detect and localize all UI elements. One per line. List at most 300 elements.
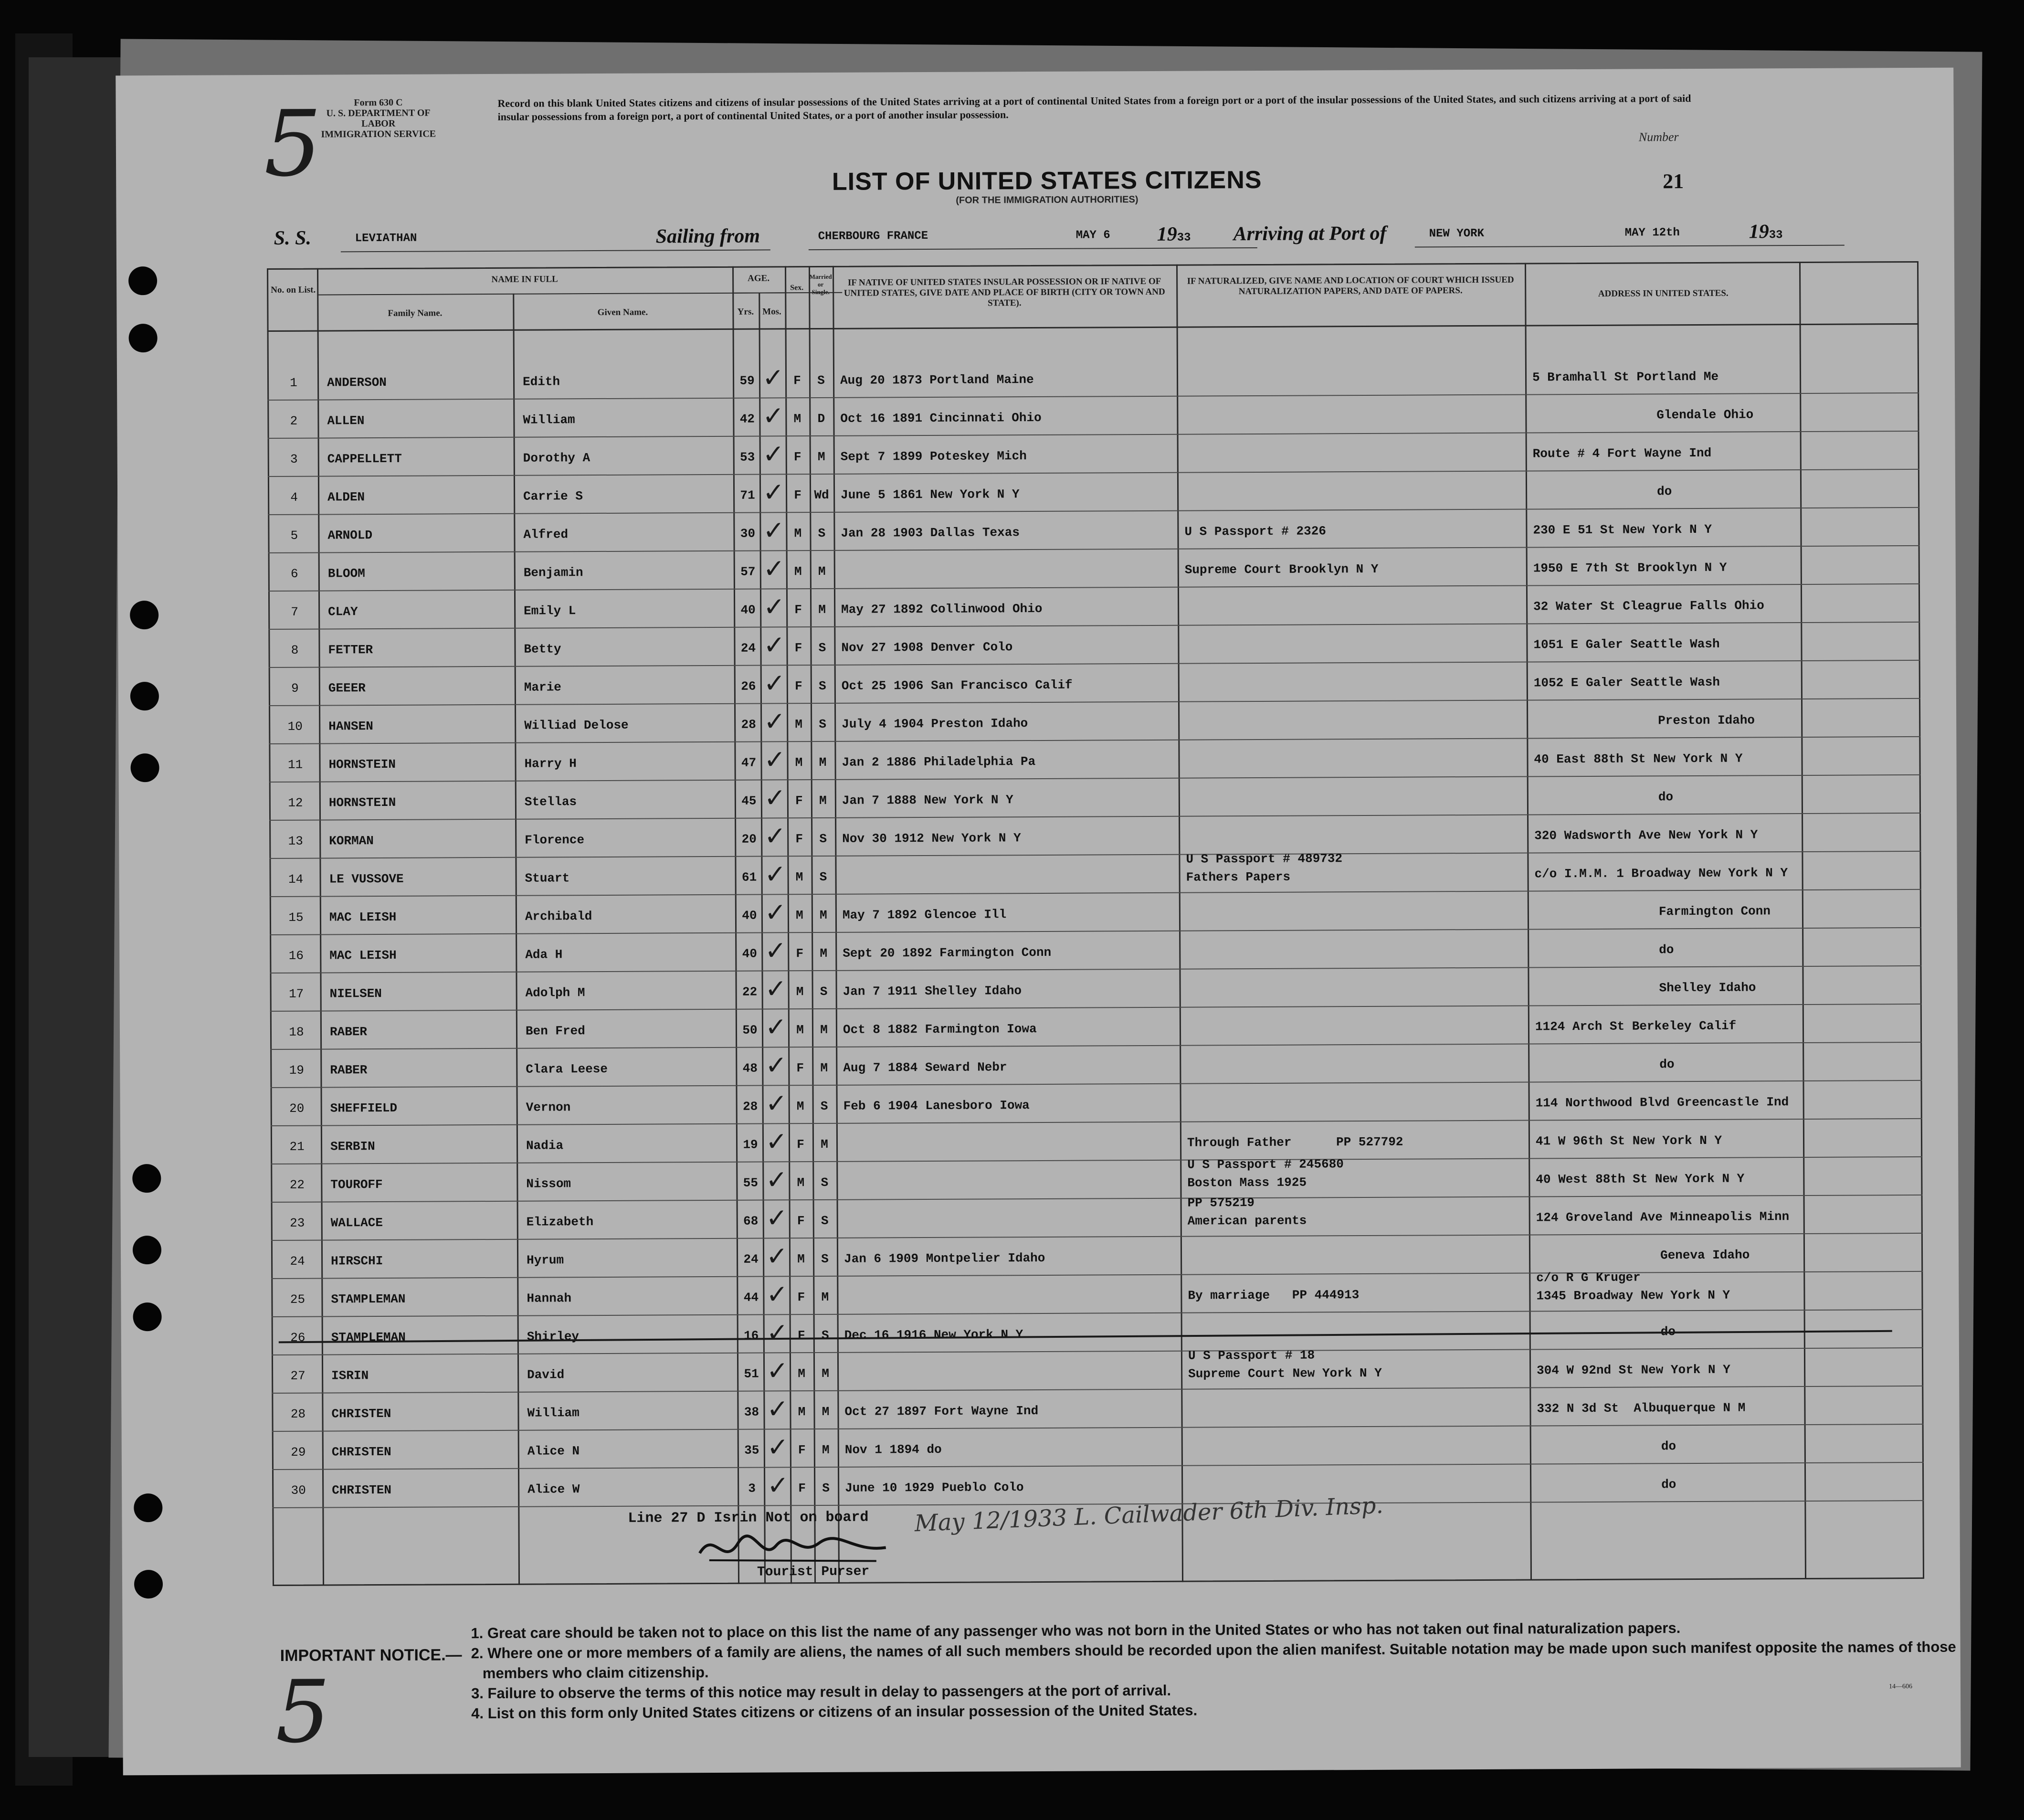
row-number: 28 xyxy=(290,1407,306,1421)
us-address: Shelley Idaho xyxy=(1659,980,1756,995)
check-mark: ✓ xyxy=(763,592,785,622)
sail-year-prefix: 19 xyxy=(1157,223,1177,245)
age-years: 68 xyxy=(743,1214,759,1228)
check-mark: ✓ xyxy=(762,477,785,508)
check-mark: ✓ xyxy=(765,973,787,1004)
birth-date-place: Feb 6 1904 Lanesboro Iowa xyxy=(843,1098,1030,1113)
check-mark: ✓ xyxy=(764,897,787,928)
given-name: Adolph M xyxy=(525,985,585,1000)
row-number: 19 xyxy=(289,1063,305,1078)
col-header-sex: Sex. xyxy=(790,284,804,292)
us-address: 40 West 88th St New York N Y xyxy=(1536,1171,1745,1187)
page-subtitle: (FOR THE IMMIGRATION AUTHORITIES) xyxy=(956,194,1138,206)
given-name: William xyxy=(527,1406,580,1420)
row-number: 13 xyxy=(288,834,303,848)
family-name: FETTER xyxy=(328,643,373,657)
marital-status: Wd xyxy=(814,487,829,503)
family-name: GEEER xyxy=(328,681,366,696)
given-name: Alfred xyxy=(523,527,569,542)
check-mark: ✓ xyxy=(767,1432,789,1462)
check-mark: ✓ xyxy=(766,1355,789,1386)
number-label: Number xyxy=(1638,130,1679,144)
col-header-birth: IF NATIVE OF UNITED STATES INSULAR POSSESSION OR IF NATIVE OF UNITED STATES, GIVE DATE AND PLACE OF BIRTH (CITY OR TOWN AND STATE). xyxy=(843,276,1165,308)
check-mark: ✓ xyxy=(764,744,786,775)
age-years: 20 xyxy=(741,832,757,847)
us-address: 1124 Arch St Berkeley Calif xyxy=(1535,1018,1737,1034)
manifest-sheet xyxy=(116,68,1961,1776)
department: U. S. DEPARTMENT OF LABOR xyxy=(326,107,431,129)
naturalization-info: By marriage PP 444913 xyxy=(1188,1288,1360,1303)
age-years: 50 xyxy=(742,1023,758,1037)
family-name: NIELSEN xyxy=(329,986,382,1001)
given-name: Hannah xyxy=(527,1291,572,1306)
us-address: 124 Groveland Ave Minneapolis Minn xyxy=(1536,1209,1790,1225)
marital-status: S xyxy=(819,717,827,732)
age-years: 26 xyxy=(741,679,756,694)
row-number: 12 xyxy=(288,795,303,810)
marital-status: D xyxy=(817,411,825,426)
family-name: ARNOLD xyxy=(327,528,373,543)
check-mark: ✓ xyxy=(762,401,784,431)
check-mark: ✓ xyxy=(764,821,786,851)
sex: F xyxy=(794,641,802,656)
col-header-name: NAME IN FULL xyxy=(491,274,558,285)
arrive-year-prefix: 19 xyxy=(1749,221,1769,243)
marital-status: S xyxy=(821,1213,829,1228)
given-name: Vernon xyxy=(526,1100,571,1115)
family-name: WALLACE xyxy=(330,1215,383,1230)
age-years: 59 xyxy=(739,373,755,388)
sex: F xyxy=(797,1328,805,1343)
given-name: Carrie S xyxy=(523,489,583,504)
marital-status: M xyxy=(817,449,825,465)
marital-status: M xyxy=(822,1366,829,1381)
us-address: 1950 E 7th St Brooklyn N Y xyxy=(1533,560,1727,576)
given-name: Shirley xyxy=(527,1329,580,1344)
family-name: MAC LEISH xyxy=(329,948,397,963)
check-mark: ✓ xyxy=(764,859,786,889)
check-mark: ✓ xyxy=(767,1394,789,1424)
punch-hole xyxy=(130,753,159,782)
sex: M xyxy=(795,870,803,885)
naturalization-info: Supreme Court Brooklyn N Y xyxy=(1184,561,1379,577)
us-address: Route # 4 Fort Wayne Ind xyxy=(1532,445,1712,461)
port-underline xyxy=(1415,245,1845,248)
sex: F xyxy=(797,1214,805,1228)
punch-hole xyxy=(132,1164,161,1193)
check-mark: ✓ xyxy=(766,1317,789,1348)
sex: F xyxy=(794,488,801,503)
row-number: 8 xyxy=(291,643,299,657)
us-address: do xyxy=(1660,1324,1676,1339)
row-number: 25 xyxy=(290,1292,306,1307)
arrival-date: MAY 12th xyxy=(1624,226,1680,240)
row-number: 17 xyxy=(288,986,304,1001)
us-address: 304 W 92nd St New York N Y xyxy=(1537,1362,1730,1378)
marital-status: M xyxy=(819,793,827,808)
check-mark: ✓ xyxy=(765,935,787,966)
family-name: RABER xyxy=(329,1025,368,1039)
family-name: ALDEN xyxy=(327,490,365,505)
age-years: 53 xyxy=(740,450,755,465)
purser-label: Tourist Purser xyxy=(757,1564,870,1580)
age-years: 42 xyxy=(739,412,755,426)
family-name: KORMAN xyxy=(329,834,374,848)
sex: M xyxy=(797,1252,805,1267)
check-mark: ✓ xyxy=(765,1012,787,1042)
given-name: Alice W xyxy=(527,1482,580,1497)
sex: M xyxy=(796,984,804,999)
us-address: Farmington Conn xyxy=(1658,904,1771,919)
family-name: CAPPELLETT xyxy=(327,451,402,466)
us-address: 1051 E Galer Seattle Wash xyxy=(1533,636,1720,652)
given-name: Elizabeth xyxy=(526,1215,594,1229)
age-years: 48 xyxy=(742,1061,758,1076)
family-name: CHRISTEN xyxy=(331,1406,391,1421)
given-name: Stuart xyxy=(525,871,570,886)
marital-status: S xyxy=(817,373,825,388)
arrival-port: NEW YORK xyxy=(1429,227,1485,241)
marital-status: S xyxy=(818,640,826,656)
col-header-married: Married or Single. xyxy=(809,273,832,296)
family-name: MAC LEISH xyxy=(329,910,397,925)
birth-date-place: Aug 20 1873 Portland Maine xyxy=(840,372,1034,388)
sex: M xyxy=(796,1023,804,1037)
check-mark: ✓ xyxy=(763,553,785,584)
us-address: 40 East 88th St New York N Y xyxy=(1534,751,1743,767)
given-name: Stellas xyxy=(524,794,577,809)
age-years: 19 xyxy=(743,1137,758,1152)
given-name: Archibald xyxy=(525,909,592,924)
check-mark: ✓ xyxy=(766,1164,788,1195)
birth-date-place: Jan 28 1903 Dallas Texas xyxy=(841,525,1020,540)
check-mark: ✓ xyxy=(764,706,786,737)
row-number: 26 xyxy=(290,1330,306,1345)
naturalization-info: U S Passport # 18 Supreme Court New York N Y xyxy=(1188,1348,1382,1381)
us-address: 32 Water St Cleagrue Falls Ohio xyxy=(1533,598,1764,614)
row-number: 21 xyxy=(289,1139,305,1154)
family-name: ALLEN xyxy=(327,413,365,428)
birth-date-place: Aug 7 1884 Seward Nebr xyxy=(843,1060,1007,1075)
age-years: 40 xyxy=(740,603,756,617)
us-address: Geneva Idaho xyxy=(1660,1248,1750,1263)
marital-status: M xyxy=(821,1137,828,1152)
marital-status: S xyxy=(819,831,827,846)
sail-date: MAY 6 xyxy=(1075,229,1110,242)
sail-year: 33 xyxy=(1177,231,1191,244)
check-mark: ✓ xyxy=(763,515,785,546)
family-name: TOUROFF xyxy=(330,1177,383,1192)
age-years: 40 xyxy=(742,946,757,961)
given-name: Clara Leese xyxy=(526,1061,608,1077)
row-number: 20 xyxy=(289,1101,305,1116)
age-years: 30 xyxy=(740,526,756,541)
corner-mark-top: 5 xyxy=(264,91,322,197)
birth-date-place: Oct 8 1882 Farmington Iowa xyxy=(843,1022,1037,1037)
us-address: c/o R G Kruger 1345 Broadway New York N Y xyxy=(1536,1270,1730,1303)
punch-hole xyxy=(128,266,157,295)
given-name: Nadia xyxy=(526,1138,564,1153)
given-name: Dorothy A xyxy=(523,451,590,466)
given-name: Hyrum xyxy=(527,1253,564,1268)
family-name: CLAY xyxy=(328,604,358,619)
inspector-note: May 12/1933 L. Cailwader 6th Div. Insp. xyxy=(914,1492,1384,1537)
us-address: 41 W 96th St New York N Y xyxy=(1535,1133,1722,1149)
given-name: Florence xyxy=(525,833,585,847)
sex: F xyxy=(796,1061,804,1076)
sex: M xyxy=(798,1366,805,1381)
marital-status: S xyxy=(821,1175,829,1190)
sex: F xyxy=(795,832,803,847)
family-name: SERBIN xyxy=(330,1139,375,1154)
given-name: Edith xyxy=(522,374,560,389)
age-years: 45 xyxy=(741,794,757,808)
age-years: 61 xyxy=(741,870,757,885)
marital-status: M xyxy=(822,1442,830,1457)
birth-date-place: Jan 2 1886 Philadelphia Pa xyxy=(842,754,1036,770)
punch-hole xyxy=(130,601,158,629)
age-years: 16 xyxy=(744,1328,759,1343)
check-mark: ✓ xyxy=(763,668,786,698)
birth-date-place: Nov 30 1912 New York N Y xyxy=(842,831,1021,846)
age-years: 71 xyxy=(740,488,755,503)
given-name: Nissom xyxy=(526,1176,571,1191)
marital-status: S xyxy=(821,1251,829,1266)
col-header-mos: Mos. xyxy=(762,307,781,317)
sex: M xyxy=(794,526,802,541)
given-name: Betty xyxy=(524,642,561,656)
birth-date-place: June 5 1861 New York N Y xyxy=(841,487,1020,502)
sex: F xyxy=(793,450,801,465)
punch-hole xyxy=(134,1493,162,1522)
sex: F xyxy=(797,1290,805,1305)
ss-label: S. S. xyxy=(274,227,312,249)
row-number: 23 xyxy=(290,1216,305,1230)
birth-date-place: Nov 1 1894 do xyxy=(844,1442,942,1457)
naturalization-info: Through Father PP 527792 xyxy=(1187,1134,1403,1150)
age-years: 22 xyxy=(742,984,758,999)
check-mark: ✓ xyxy=(763,630,785,660)
age-years: 38 xyxy=(744,1405,759,1419)
age-years: 57 xyxy=(740,564,756,579)
age-years: 40 xyxy=(742,908,757,923)
birth-date-place: Oct 16 1891 Cincinnati Ohio xyxy=(840,410,1042,426)
number-value: 21 xyxy=(1663,169,1684,193)
sex: M xyxy=(795,717,803,732)
birth-date-place: Jan 6 1909 Montpelier Idaho xyxy=(844,1250,1045,1266)
birth-date-place: May 27 1892 Collinwood Ohio xyxy=(841,601,1043,617)
birth-date-place: Oct 27 1897 Fort Wayne Ind xyxy=(844,1404,1039,1419)
col-header-yrs: Yrs. xyxy=(737,307,754,317)
birth-date-place: Jan 7 1888 New York N Y xyxy=(842,793,1013,808)
us-address: do xyxy=(1659,942,1674,957)
age-years: 28 xyxy=(743,1099,758,1114)
us-address: do xyxy=(1661,1477,1676,1492)
sex: M xyxy=(793,412,801,426)
punch-hole xyxy=(134,1570,163,1598)
family-name: RABER xyxy=(330,1063,368,1078)
birth-date-place: June 10 1929 Pueblo Colo xyxy=(845,1480,1024,1495)
marital-status: S xyxy=(820,1099,828,1113)
marital-status: S xyxy=(818,678,826,694)
marital-status: S xyxy=(818,526,826,541)
age-years: 28 xyxy=(741,717,756,732)
age-years: 44 xyxy=(743,1290,759,1305)
family-name: HORNSTEIN xyxy=(328,795,396,810)
row-number: 10 xyxy=(287,719,303,734)
birth-date-place: Dec 16 1916 New York N Y xyxy=(844,1327,1023,1343)
sex: F xyxy=(794,679,802,694)
row-number: 7 xyxy=(291,604,299,619)
row-number: 14 xyxy=(288,872,304,887)
us-address: do xyxy=(1658,790,1674,804)
col-header-family: Family Name. xyxy=(388,308,443,318)
from-underline xyxy=(809,247,1257,250)
given-name: David xyxy=(527,1367,565,1382)
sex: M xyxy=(795,755,803,770)
row-number: 18 xyxy=(289,1025,304,1039)
row-number: 29 xyxy=(291,1445,306,1460)
us-address: do xyxy=(1657,484,1672,499)
punch-hole xyxy=(133,1236,161,1264)
naturalization-info: U S Passport # 245680 Boston Mass 1925 xyxy=(1187,1157,1344,1190)
sex: F xyxy=(797,1137,804,1152)
sex: F xyxy=(798,1443,806,1458)
check-mark: ✓ xyxy=(765,1126,788,1157)
marital-status: M xyxy=(821,1290,829,1304)
notice-label: IMPORTANT NOTICE.— xyxy=(280,1646,462,1665)
row-number: 30 xyxy=(291,1483,306,1498)
col-header-no: No. on List. xyxy=(271,285,316,296)
punch-hole xyxy=(133,1302,161,1331)
birth-date-place: Sept 20 1892 Farmington Conn xyxy=(843,945,1052,961)
form-number: Form 630 C xyxy=(354,97,403,108)
family-name: STAMPLEMAN xyxy=(331,1291,406,1307)
us-address: do xyxy=(1661,1439,1676,1454)
sailing-from: CHERBOURG FRANCE xyxy=(818,229,928,243)
previous-page-edge xyxy=(29,57,124,1757)
naturalization-info: U S Passport # 2326 xyxy=(1184,524,1326,539)
notice-item-4: 4. List on this form only United States citizens or citizens of an insular possession of the United States. xyxy=(471,1702,1198,1722)
given-name: Ben Fred xyxy=(525,1024,585,1038)
birth-date-place: Jan 7 1911 Shelley Idaho xyxy=(843,984,1022,999)
printer-mark: 14—606 xyxy=(1888,1683,1913,1691)
line27-note: Line 27 D Isrin Not on board xyxy=(628,1509,869,1527)
row-number: 4 xyxy=(290,490,298,505)
row-number: 27 xyxy=(290,1368,306,1383)
check-mark: ✓ xyxy=(766,1279,788,1310)
row-number: 3 xyxy=(290,452,298,466)
marital-status: M xyxy=(820,1022,828,1037)
service: IMMIGRATION SERVICE xyxy=(321,128,436,140)
given-name: Alice N xyxy=(527,1444,580,1459)
us-address: 5 Bramhall St Portland Me xyxy=(1532,369,1719,385)
row-number: 2 xyxy=(290,413,298,428)
row-number: 6 xyxy=(290,566,298,581)
check-mark: ✓ xyxy=(762,362,784,393)
notice-item-2: 2. Where one or more members of a family are aliens, the names of all such members should be recorded upon the alien manifest. Suitable notation may be made upon such manifest opposite the names of those members who claim citizenship. xyxy=(471,1638,1956,1682)
check-mark: ✓ xyxy=(766,1203,788,1233)
col-header-naturalized: IF NATURALIZED, GIVE NAME AND LOCATION OF COURT WHICH ISSUED NATURALIZATION PAPERS, AND DATE OF PAPERS. xyxy=(1187,275,1514,297)
marital-status: M xyxy=(820,1060,828,1075)
sex: M xyxy=(797,1175,805,1190)
given-name: Williad Delose xyxy=(524,718,629,733)
family-name: CHRISTEN xyxy=(331,1444,391,1460)
marital-status: M xyxy=(820,946,828,961)
us-address: 320 Wadsworth Ave New York N Y xyxy=(1534,827,1758,843)
marital-status: M xyxy=(818,564,826,579)
age-years: 35 xyxy=(744,1443,759,1458)
row-number: 24 xyxy=(290,1254,305,1269)
marital-status: M xyxy=(822,1404,830,1419)
row-number: 22 xyxy=(289,1177,305,1192)
check-mark: ✓ xyxy=(766,1241,788,1271)
family-name: BLOOM xyxy=(327,566,365,581)
sailing-label: Sailing from xyxy=(655,225,760,248)
col-header-given: Given Name. xyxy=(597,307,648,318)
sex: M xyxy=(796,908,803,923)
age-years: 55 xyxy=(743,1175,759,1190)
marital-status: S xyxy=(820,984,828,999)
given-name: Marie xyxy=(524,680,561,695)
page-title: LIST OF UNITED STATES CITIZENS xyxy=(832,166,1262,196)
marital-status: M xyxy=(818,602,826,617)
birth-date-place: May 7 1892 Glencoe Ill xyxy=(842,907,1007,922)
check-mark: ✓ xyxy=(767,1470,789,1501)
marital-status: M xyxy=(819,755,827,770)
age-years: 47 xyxy=(741,755,757,770)
marital-status: S xyxy=(819,869,827,884)
age-years: 51 xyxy=(744,1366,759,1381)
col-header-address: ADDRESS IN UNITED STATES. xyxy=(1598,288,1729,299)
row-number: 11 xyxy=(287,757,303,772)
sex: M xyxy=(796,1099,804,1114)
notice-item-1: 1. Great care should be taken not to place on this list the name of any passenger who was not born in the United States or who has not taken out final naturalization papers. xyxy=(471,1619,1681,1642)
naturalization-info: U S Passport # 489732 Fathers Papers xyxy=(1186,851,1343,885)
family-name: CHRISTEN xyxy=(332,1482,392,1498)
marital-status: S xyxy=(822,1481,830,1495)
corner-mark-bottom: 5 xyxy=(275,1662,331,1762)
family-name: HORNSTEIN xyxy=(328,757,396,772)
notice-item-3: 3. Failure to observe the terms of this notice may result in delay to passengers at the port of arrival. xyxy=(471,1682,1171,1702)
marital-status: S xyxy=(821,1328,829,1343)
ship-name: LEVIATHAN xyxy=(355,232,417,245)
check-mark: ✓ xyxy=(765,1050,787,1080)
given-name: Emily L xyxy=(524,603,576,618)
sex: M xyxy=(798,1405,806,1419)
us-address: do xyxy=(1659,1057,1675,1072)
punch-hole xyxy=(130,682,159,710)
us-address: Preston Idaho xyxy=(1658,713,1755,728)
check-mark: ✓ xyxy=(764,783,786,813)
row-number: 5 xyxy=(290,528,298,543)
marital-status: M xyxy=(820,908,827,922)
given-name: Benjamin xyxy=(523,565,583,580)
family-name: ISRIN xyxy=(331,1368,369,1383)
us-address: 332 N 3d St Albuquerque N M xyxy=(1537,1400,1746,1416)
row-number: 9 xyxy=(291,681,299,696)
given-name: Harry H xyxy=(524,756,577,771)
us-address: c/o I.M.M. 1 Broadway New York N Y xyxy=(1534,866,1788,881)
us-address: 114 Northwood Blvd Greencastle Ind xyxy=(1535,1095,1789,1111)
row-number: 15 xyxy=(288,910,304,925)
check-mark: ✓ xyxy=(762,439,785,469)
family-name: SHEFFIELD xyxy=(330,1100,398,1116)
birth-date-place: Nov 27 1908 Denver Colo xyxy=(841,640,1013,655)
check-mark: ✓ xyxy=(765,1088,788,1119)
naturalization-info: PP 575219 American parents xyxy=(1187,1196,1307,1228)
family-name: LE VUSSOVE xyxy=(329,871,404,887)
